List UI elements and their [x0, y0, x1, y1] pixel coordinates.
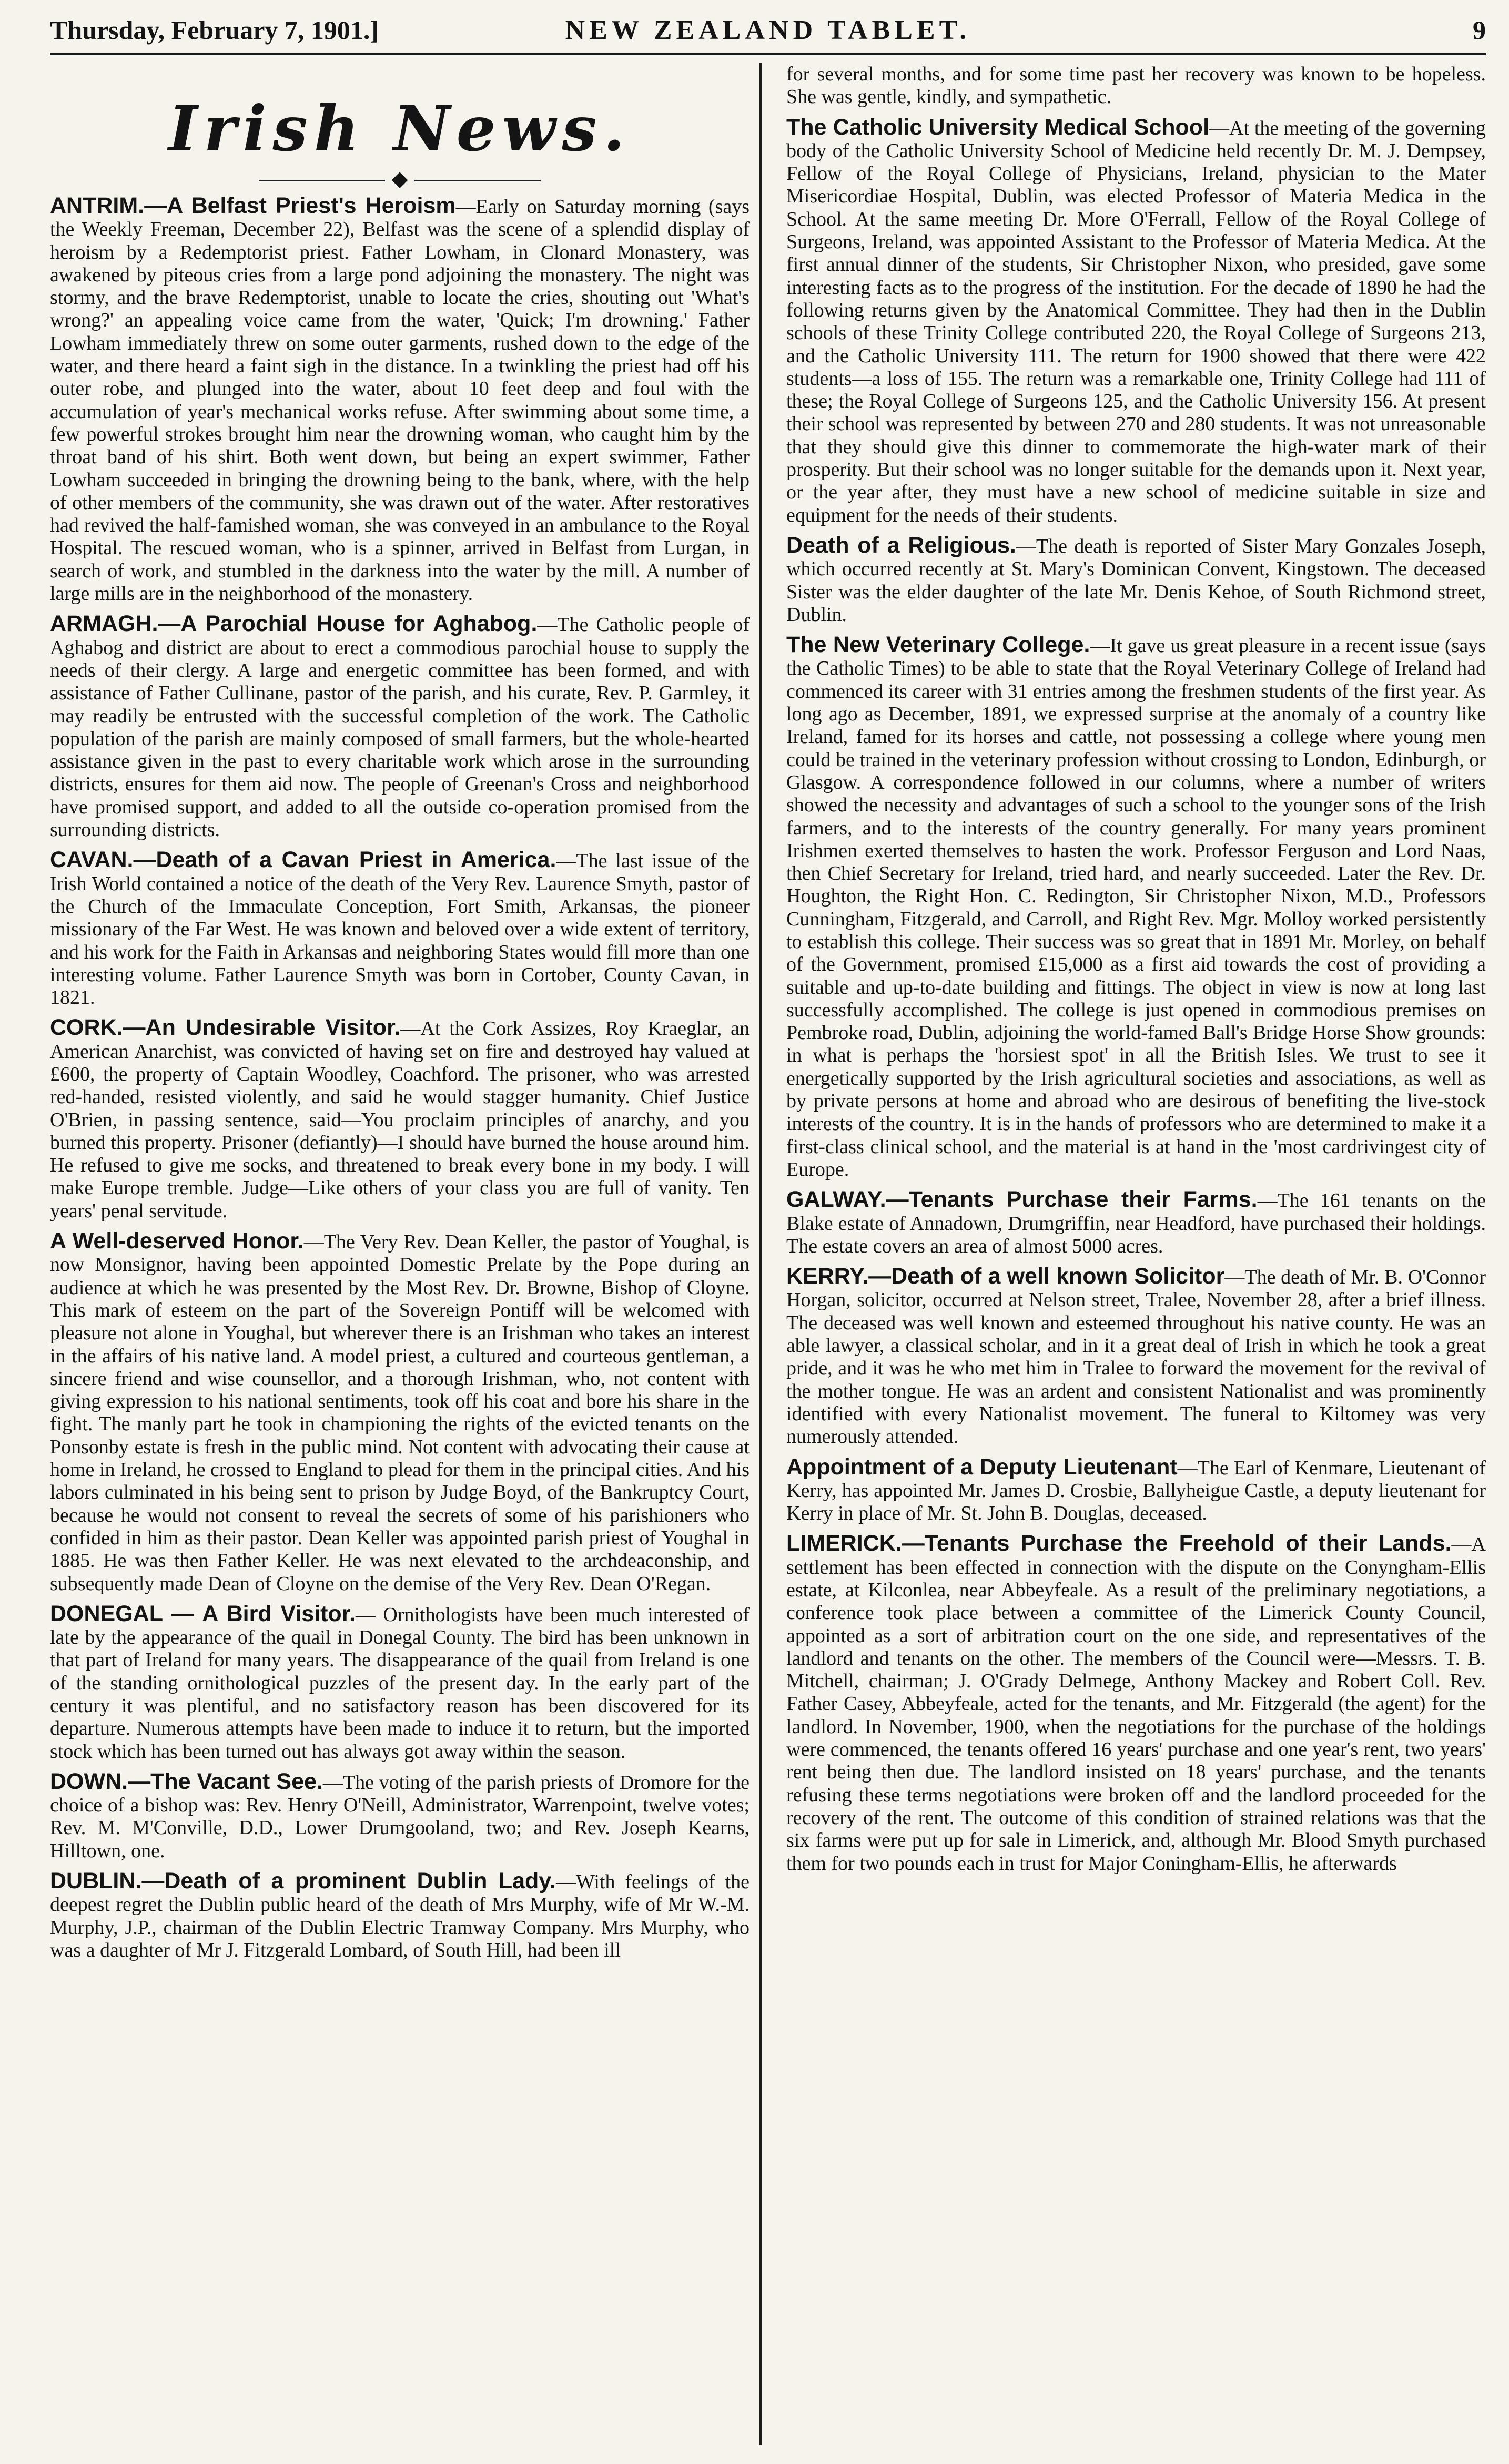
article-body: —The Very Rev. Dean Keller, the pastor of Youghal, is now Monsignor, having been appointed Domestic Prelate by the Pope during an audience at which he was presented by the Most Rev. Dr. Browne, Bishop of Cloyne. This mark of esteem on the part of the Sovereign Pontiff will be welcomed with pleasure not alone in Youghal, but wherever there is an Irishman who takes an interest in the affairs of his native land. A model priest, a cultured and courteous gentleman, a sincere friend and wise counsellor, and a thorough Irishman, who, not content with giving expression to his national sentiments, took off his coat and bore his share in the fight. The manly part he took in championing the rights of the evicted tenants on the Ponsonby estate is fresh in the public mind. Not content with advocating their cause at home in Ireland, he crossed to England to plead for them in the principal cities. And his labors culminated in his being sent to prison by Judge Boyd, of the Bankruptcy Court, because he would not consent to reveal the secrets of some of his parishioners who confided in him as their pastor. Dean Keller was appointed parish priest of Youghal in 1885. He was then Father Keller. He was next elevated to the archdeaconship, and subsequently made Dean of Cloyne on the demise of the Very Rev. Dean O'Regan.: [50, 1231, 750, 1595]
article-body: —The voting of the parish priests of Dromore for the choice of a bishop was: Rev. Henry O'Neill, Administrator, Warrenpoint, twelve votes; Rev. M. M'Conville, D.D., Lower Drumgooland, two; and Rev. Joseph Kearns, Hilltown, one.: [50, 1771, 750, 1862]
article-paragraph: [50, 1016, 750, 1223]
article-body: —The Catholic people of Aghabog and district are about to erect a commodious parochial house to supply the needs of their clergy. A large and energetic committee has been formed, and with assistance of Father Cullinane, pastor of the parish, and his curate, Rev. P. Garmley, it may readily be entrusted with the successful completion of the work. The Catholic population of the parish are mainly composed of small farmers, but the whole-hearted assistance given in the past to every charitable work which arose in the surrounding districts, ensures for them aid now. The people of Greenan's Cross and neighborhood have promised support, and added to all the outside co-operation promised from the surrounding districts.: [50, 614, 750, 841]
flourish-rule-left: [259, 180, 385, 181]
article-body: —With feelings of the deepest regret the Dublin public heard of the death of Mrs Murphy, wife of Mr W.-M. Murphy, J.P., chairman of the Dublin Electric Tramway Company. Mrs Murphy, who was a daughter of Mr J. Fitzgerald Lombard, of South Hill, had been ill: [50, 1871, 750, 1961]
article-paragraph: [786, 1532, 1486, 1875]
article-body: —A settlement has been effected in connection with the dispute on the Conyngham-Ellis estate, at Kilconlea, near Abbeyfeale. As a result of the preliminary negotiations, a conference took place between a committee of the Limerick County Council, appointed as a sort of arbitration court on the one side, and representatives of the landlord and tenants on the other. The members of the Council were—Messrs. T. B. Mitchell, chairman; J. O'Grady Delmege, Anthony Mackey and Robert Coll. Rev. Father Casey, Abbeyfeale, acted for the tenants, and Mr. Fitzgerald (the agent) for the landlord. In November, 1900, when the negotiations for the purchase of the holdings were commenced, the tenants offered 16 years' purchase and one year's rent, two years' rent being then due. The landlord insisted on 18 years' purchase, and the tenants refusing these terms negotiations were broken off and the landlord proceeded for the recovery of the rent. The outcome of this condition of strained relations was that the six farms were put up for sale in Limerick, and, although Mr. Blood Smyth purchased them for two pounds each in trust for Major Coningham-Ellis, he afterwards: [786, 1533, 1486, 1875]
right-articles: [786, 63, 1486, 1875]
left-column: [50, 63, 750, 2448]
article-body: —The Earl of Kenmare, Lieutenant of Kerry, has appointed Mr. James D. Crosbie, Ballyheigue Castle, a deputy lieutenant for Kerry in place of Mr. St. John B. Douglas, deceased.: [786, 1457, 1486, 1525]
article-paragraph: [50, 195, 750, 605]
article-body: —The death is reported of Sister Mary Gonzales Joseph, which occurred recently at St. Mary's Dominican Convent, Kingstown. The deceased Sister was the elder daughter of the late Mr. Denis Kehoe, of South Richmond street, Dublin.: [786, 535, 1486, 626]
masthead: [50, 15, 1486, 53]
article-paragraph: [50, 1770, 750, 1862]
article-paragraph: [50, 1603, 750, 1763]
article-paragraph: [50, 1230, 750, 1595]
newspaper-title: NEW ZEALAND TABLET.: [565, 15, 971, 45]
article-headline: DUBLIN.—Death of a prominent Dublin Lady.: [50, 1868, 556, 1894]
article-body: —The last issue of the Irish World contained a notice of the death of the Very Rev. Laurence Smyth, pastor of the Church of the Immaculate Conception, Fort Smith, Arkansas, the pioneer missionary of the Far West. He was known and beloved over a wide extent of territory, and his work for the Faith in Arkansas and neighboring States would fill more than one interesting volume. Father Laurence Smyth was born in Cortober, County Cavan, in 1821.: [50, 850, 750, 1009]
article-body: —The death of Mr. B. O'Connor Horgan, solicitor, occurred at Nelson street, Tralee, November 28, after a brief illness. The deceased was well known and esteemed throughout his native county. He was an able lawyer, a classical scholar, and in it a great deal of Irish in which he took a great pride, and it was he who met him in Tralee to forward the movement for the revival of the mother tongue. He was an ardent and consistent Nationalist and was prominently identified with every Nationalist movement. The funeral to Kiltomey was very numerously attended.: [786, 1266, 1486, 1448]
article-paragraph: [786, 1188, 1486, 1258]
left-articles: [50, 195, 750, 1962]
article-headline: GALWAY.—Tenants Purchase their Farms.: [786, 1187, 1258, 1213]
article-body: —The 161 tenants on the Blake estate of Annadown, Drumgriffin, near Headford, have purchased their holdings. The estate covers an area of almost 5000 acres.: [786, 1189, 1486, 1257]
masthead-rule: [50, 53, 1486, 55]
right-column: [786, 63, 1486, 2448]
article-body: —At the meeting of the governing body of the Catholic University School of Medicine held recently Dr. M. J. Dempsey, Fellow of the Royal College of Physicians, Ireland, physician to the Mater Misericordiae Hospital, Dublin, was elected Professor of Materia Medica in the School. At the same meeting Dr. More O'Ferrall, Fellow of the Royal College of Surgeons, Ireland, was appointed Assistant to the Professor of Materia Medica. At the first annual dinner of the students, Sir Christopher Nixon, who presided, gave some interesting facts as to the progress of the institution. For the decade of 1890 he had the following returns given by the Anatomical Committee. They had then in the Dublin schools of these Trinity College contributed 220, the Royal College of Surgeons 213, and the Catholic University 111. The return for 1900 showed that there were 422 students—a loss of 155. The return was a remarkable one, Trinity College had 111 of these; the Royal College of Surgeons 125, and the Catholic University 156. At present their school was represented by between 270 and 280 students. It was not unreasonable that they should give this dinner to commemorate the high-water mark of their prosperity. But their school was no longer suitable for the demands upon it. Next year, or the year after, they must have a new school of medicine suitable in size and equipment for the needs of their students.: [786, 117, 1486, 526]
issue-date: Thursday, February 7, 1901.]: [50, 15, 379, 45]
flourish-rule-right: [414, 180, 541, 181]
article-paragraph: [50, 849, 750, 1009]
article-headline: DONEGAL — A Bird Visitor.: [50, 1601, 356, 1626]
article-headline: LIMERICK.—Tenants Purchase the Freehold of their Lands.: [786, 1531, 1452, 1556]
article-headline: Death of a Religious.: [786, 532, 1016, 558]
column-divider: [759, 63, 762, 2445]
article-headline: CORK.—An Undesirable Visitor.: [50, 1015, 401, 1041]
article-paragraph: [50, 1870, 750, 1962]
heading-flourish: [50, 168, 750, 195]
article-headline: ARMAGH.—A Parochial House for Aghabog.: [50, 611, 538, 637]
article-headline: A Well-deserved Honor.: [50, 1228, 304, 1254]
article-body: —It gave us great pleasure in a recent issue (says the Catholic Times) to be able to state that the Royal Veterinary College of Ireland had commenced its career with 31 entries among the freshmen students of the first year. As long ago as December, 1891, we expressed surprise at the anomaly of a country like Ireland, famed for its horses and cattle, not possessing a college where young men could be trained in the veterinary profession without crossing to London, Edinburgh, or Glasgow. A correspondence followed in our columns, where a number of writers showed the necessity and advantages of such a school to the younger sons of the Irish farmers, and to the interests of the country generally. For many years prominent Irishmen exerted themselves to hasten the work. Professor Ferguson and Lord Naas, then Chief Secretary for Ireland, tried hard, and nearly succeeded. Later the Rev. Dr. Houghton, the Right Hon. C. Redington, Sir Christopher Nixon, M.D., Professors Cunningham, Fitzgerald, and Carroll, and Right Rev. Mgr. Molloy worked persistently to establish this college. Their success was so great that in 1891 Mr. Morley, on behalf of the Government, promised £15,000 as a first aid towards the cost of providing a suitable and up-to-date building and fittings. The object in view is now at long last successfully accomplished. The college is just opened in commodious premises on Pembroke road, Dublin, adjoining the world-famed Ball's Bridge Horse Show grounds: in what is perhaps the 'horsiest spot' in all the British Isles. We trust to see it energetically supported by the Irish agricultural societies and associations, as well as by private persons at home and abroad who are desirous of benefiting the live-stock interests of the country. It is in the hands of professors who are determined to make it a first-class clinical school, and the material is at hand in the 'most cardrivingest city of Europe.: [786, 635, 1486, 1180]
article-body: —Early on Saturday morning (says the Weekly Freeman, December 22), Belfast was the scene of a splendid display of heroism by a Redemptorist priest. Father Lowham, in Clonard Monastery, was awakened by piteous cries from a large pond adjoining the monastery. The night was stormy, and the brave Redemptorist, unable to locate the cries, shouting out 'What's wrong?' an appealing voice came from the water, 'Quick; I'm drowning.' Father Lowham immediately threw on some outer garments, rushed down to the edge of the water, and there heard a faint sigh in the distance. In a twinkling the priest had off his outer robe, and plunged into the water, about 10 feet deep and foul with the accumulation of year's mechanical works refuse. After swimming about some time, a few powerful strokes brought him near the drowning woman, who caught him by the throat band of his shirt. Both went down, but being an expert swimmer, Father Lowham succeeded in bringing the drowning being to the bank, where, with the help of other members of the community, she was drawn out of the water. After restoratives had revived the half-famished woman, she was conveyed in an ambulance to the Royal Hospital. The rescued woman, who is a spinner, arrived in Belfast from Lurgan, in search of work, and stumbled in the darkness into the water by the mill. A number of large mills are in the neighborhood of the monastery.: [50, 196, 750, 605]
article-paragraph: [786, 1456, 1486, 1525]
article-paragraph: [786, 63, 1486, 109]
article-headline: KERRY.—Death of a well known Solicitor: [786, 1264, 1225, 1289]
article-headline: Appointment of a Deputy Lieutenant: [786, 1454, 1178, 1480]
article-headline: DOWN.—The Vacant See.: [50, 1768, 323, 1794]
article-headline: CAVAN.—Death of a Cavan Priest in America.: [50, 847, 556, 873]
section-heading: Irish News.: [168, 92, 631, 165]
article-body: —At the Cork Assizes, Roy Kraeglar, an American Anarchist, was convicted of having set on fire and destroyed hay valued at £600, the property of Captain Woodley, Coachford. The prisoner, who was arrested red-handed, resisted violently, and said he would stagger humanity. Chief Justice O'Brien, in passing sentence, said—You proclaim principles of anarchy, and you burned this property. Prisoner (defiantly)—I should have burned the house around him. He refused to give me socks, and threatened to break every bone in my body. I will make Europe tremble. Judge—Like others of your class you are full of vanity. Ten years' penal servitude.: [50, 1017, 750, 1222]
article-body: — Ornithologists have been much interested of late by the appearance of the quail in Donegal County. The bird has been unknown in that part of Ireland for many years. The disappearance of the quail from Ireland is one of the standing ornithological puzzles of the present day. In the early part of the century it was plentiful, and no satisfactory reason has been discovered for its departure. Numerous attempts have been made to induce it to return, but the imported stock which has been turned out has always got away within the season.: [50, 1603, 750, 1763]
article-headline: The New Veterinary College.: [786, 632, 1090, 658]
article-paragraph: [786, 634, 1486, 1181]
article-paragraph: [786, 534, 1486, 626]
article-headline: The Catholic University Medical School: [786, 114, 1210, 140]
page-number: 9: [1473, 15, 1486, 45]
article-paragraph: [786, 1265, 1486, 1448]
article-paragraph: [50, 613, 750, 841]
flourish-ornament: ◆: [391, 166, 408, 191]
article-body: for several months, and for some time past her recovery was known to be hopeless. She was gentle, kindly, and sympathetic.: [786, 63, 1486, 108]
article-headline: ANTRIM.—A Belfast Priest's Heroism: [50, 193, 456, 218]
article-paragraph: [786, 116, 1486, 527]
